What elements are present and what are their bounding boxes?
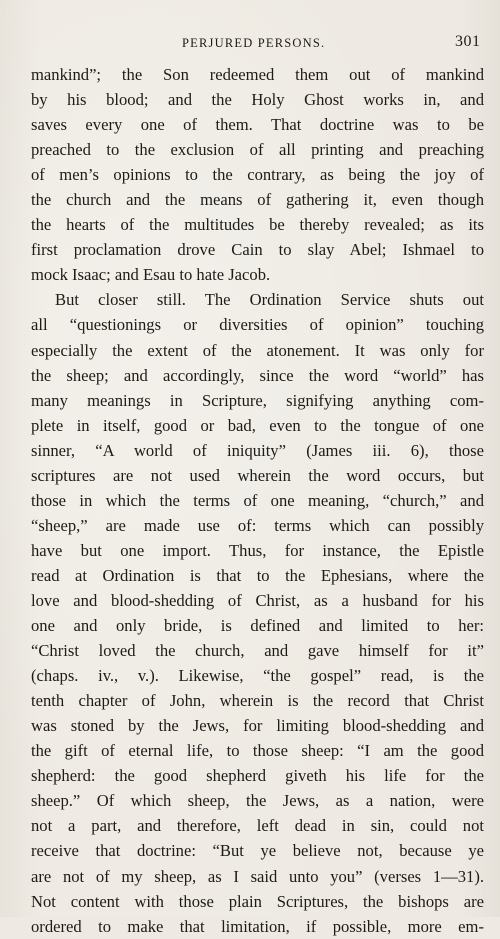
text-line: ordered to make that limitation, if possible, more em- — [31, 916, 484, 936]
text-line: “sheep,” are made use of: terms which can possibly — [31, 515, 484, 535]
text-line: of men’s opinions to the contrary, as being the joy of — [31, 165, 484, 185]
text-line: one and only bride, is defined and limited to her: — [31, 616, 484, 636]
text-line: have but one import. Thus, for instance, the Epistle — [31, 540, 484, 560]
text-line: mankind”; the Son redeemed them out of mankind — [31, 65, 484, 84]
text-line: tenth chapter of John, wherein is the record that Christ — [31, 691, 484, 711]
paragraph-start-line: But closer still. The Ordination Service shuts out — [55, 290, 484, 310]
text-line: the sheep; and accordingly, since the word “world” has — [31, 365, 484, 385]
text-line: the gift of eternal life, to those sheep: “I am the good — [31, 741, 484, 761]
text-line: especially the extent of the atonement. It was only for — [31, 340, 484, 360]
text-line: “Christ loved the church, and gave himself for it” — [31, 641, 484, 661]
text-line: read at Ordination is that to the Ephesians, where the — [31, 565, 484, 585]
text-line: scriptures are not used wherein the word occurs, but — [31, 465, 484, 485]
text-line: those in which the terms of one meaning, “church,” and — [31, 490, 484, 510]
text-line: was stoned by the Jews, for limiting blood-shedding and — [31, 716, 484, 736]
text-line: (chaps. iv., v.). Likewise, “the gospel” read, is the — [31, 666, 484, 686]
text-line: are not of my sheep, as I said unto you” (verses 1—31). — [31, 866, 484, 886]
text-line: mock Isaac; and Esau to hate Jacob. — [31, 265, 271, 285]
text-line: receive that doctrine: “But ye believe not, because ye — [31, 841, 484, 861]
text-line: the hearts of the multitudes be thereby revealed; as its — [31, 215, 484, 235]
page-number: 301 — [455, 33, 481, 50]
text-line: not a part, and therefore, left dead in sin, could not — [31, 816, 484, 836]
running-head-title: PERJURED PERSONS. — [182, 36, 326, 50]
text-line: by his blood; and the Holy Ghost works in, and — [31, 90, 484, 110]
text-line: plete in itself, good or bad, even to the tongue of one — [31, 415, 484, 435]
text-line: the church and the means of gathering it, even though — [31, 190, 484, 210]
text-line: sheep.” Of which sheep, the Jews, as a nation, were — [31, 791, 484, 811]
text-line: shepherd: the good shepherd giveth his life for the — [31, 766, 484, 786]
body-text — [31, 62, 484, 939]
running-head — [0, 33, 500, 56]
text-line: love and blood-shedding of Christ, as a husband for his — [31, 590, 484, 610]
text-line: many meanings in Scripture, signifying anything com- — [31, 390, 484, 410]
text-line: all “questionings or diversities of opinion” touching — [31, 315, 484, 335]
text-line: preached to the exclusion of all printing and preaching — [31, 140, 484, 160]
text-line: saves every one of them. That doctrine was to be — [31, 115, 484, 135]
text-line: first proclamation drove Cain to slay Abel; Ishmael to — [31, 240, 484, 260]
text-line: Not content with those plain Scriptures, the bishops are — [31, 891, 484, 911]
text-line: sinner, “A world of iniquity” (James iii. 6), those — [31, 440, 484, 460]
